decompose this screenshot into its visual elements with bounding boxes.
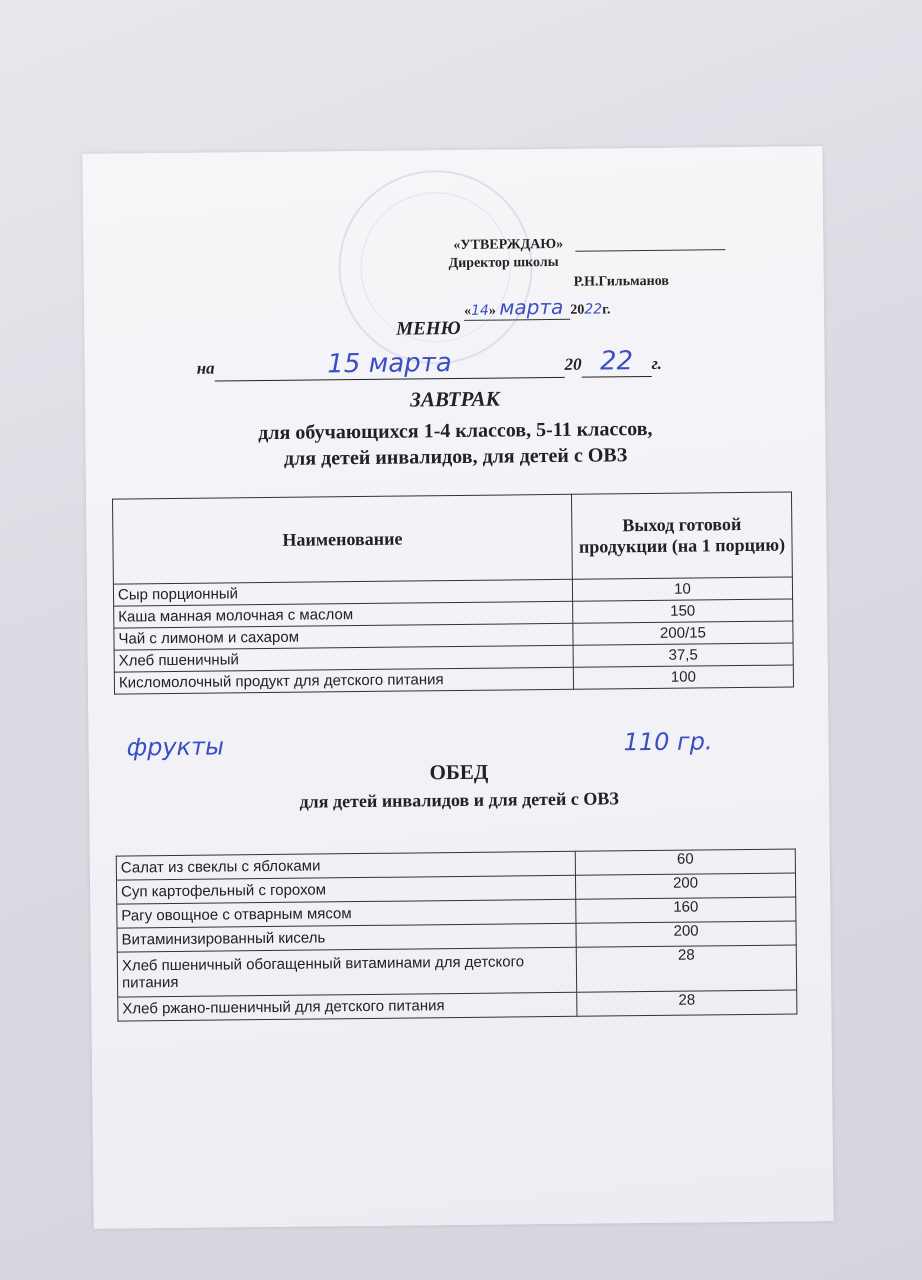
- table-row: Суп картофельный с горохом 200: [116, 873, 795, 904]
- menu-date-handwritten: 15 марта: [327, 348, 452, 380]
- column-header-output: Выход готовой продукции (на 1 порцию): [571, 492, 792, 579]
- table-row: Хлеб ржано-пшеничный для детского питания 28: [118, 990, 797, 1021]
- director-position: Директор школы: [448, 254, 559, 272]
- breakfast-subtitle: для обучающихся 1-4 классов, 5-11 классов, для детей инвалидов, для детей с ОВЗ: [258, 417, 653, 470]
- table-row: Салат из свеклы с яблоками 60: [116, 849, 795, 880]
- menu-year-handwritten: 22: [599, 346, 634, 377]
- approval-day-handwritten: 14: [470, 302, 489, 319]
- extra-item-handwritten: фрукты: [126, 732, 225, 762]
- table-row: Рагу овощное с отварным мясом 160: [117, 897, 796, 928]
- table-row: Хлеб пшеничный обогащенный витаминами для детского питания 28: [117, 945, 796, 997]
- breakfast-table: [112, 491, 794, 694]
- table-row: Витаминизированный кисель 200: [117, 921, 796, 952]
- menu-title: МЕНЮ: [396, 317, 461, 340]
- menu-date: на 15 марта 20 22 г.: [196, 346, 662, 382]
- table-row: Чай с лимоном и сахаром 200/15: [114, 621, 793, 650]
- table-row: Кисломолочный продукт для детского питания 100: [114, 665, 793, 694]
- table-row: Хлеб пшеничный 37,5: [114, 643, 793, 672]
- approval-date: «14» марта 2022г.: [463, 294, 611, 320]
- table-row: Каша манная молочная с маслом 150: [114, 599, 793, 628]
- column-header-name: Наименование: [113, 494, 573, 584]
- lunch-heading: ОБЕД: [429, 759, 489, 785]
- table-row: Сыр порционный 10: [113, 577, 792, 606]
- extra-qty-handwritten: 110 гр.: [623, 727, 713, 757]
- breakfast-heading: ЗАВТРАК: [410, 386, 500, 412]
- director-name: Р.Н.Гильманов: [573, 273, 669, 290]
- approval-month-handwritten: марта: [499, 294, 564, 320]
- signature-line: [575, 249, 725, 252]
- lunch-subtitle: для детей инвалидов и для детей с ОВЗ: [299, 788, 619, 812]
- approval-year-handwritten: 22: [584, 301, 603, 318]
- menu-document: [82, 146, 833, 1229]
- table-header-row: [113, 492, 793, 584]
- approve-label: «УТВЕРЖДАЮ»: [453, 236, 564, 254]
- lunch-table: [116, 848, 798, 1021]
